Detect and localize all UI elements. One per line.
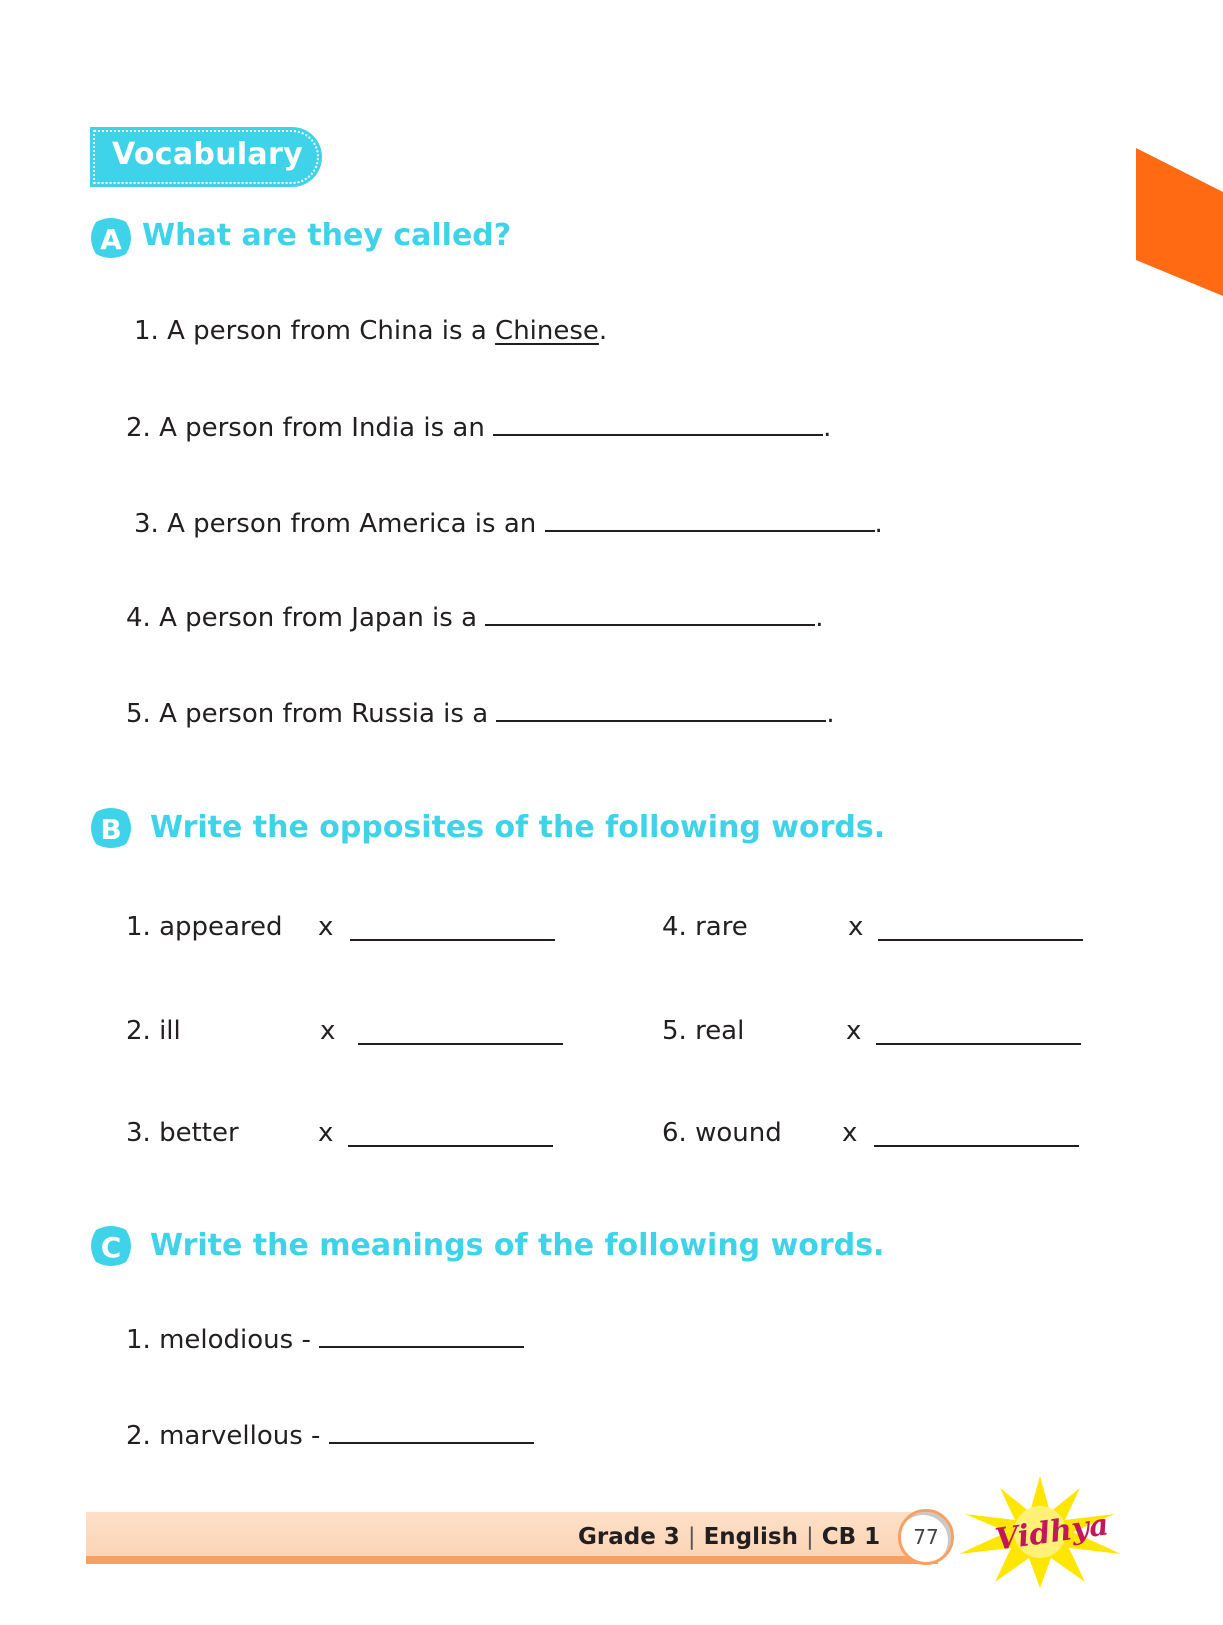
opposite-answer-blank-6[interactable] (874, 1121, 1079, 1147)
page-number-badge (898, 1509, 954, 1565)
opposite-word-4: 4. rare (662, 912, 748, 942)
opposite-answer-blank-5[interactable] (876, 1019, 1081, 1045)
section-a-item-1: 1. A person from China is a Chinese. (134, 316, 608, 346)
section-b-badge-icon (88, 806, 134, 850)
opposite-answer-blank-3[interactable] (348, 1121, 553, 1147)
footer-grade: Grade 3 (578, 1524, 680, 1550)
meaning-item-1: 1. melodious - (126, 1322, 524, 1355)
svg-text:C: C (100, 1231, 122, 1264)
footer-book-info: Grade 3 | English | CB 1 (578, 1524, 881, 1550)
opposite-answer-blank-1[interactable] (350, 915, 555, 941)
meaning-answer-blank-1[interactable] (319, 1322, 524, 1348)
meaning-answer-blank-2[interactable] (329, 1418, 534, 1444)
vocabulary-heading-badge (90, 127, 322, 187)
section-c-title: Write the meanings of the following words. (150, 1228, 885, 1263)
section-a-item-4: 4. A person from Japan is a . (126, 600, 824, 633)
meaning-item-2: 2. marvellous - (126, 1418, 534, 1451)
section-a-item-3: 3. A person from America is an . (134, 506, 883, 539)
opposite-marker: x (846, 1016, 862, 1046)
section-a-badge-icon (88, 216, 134, 260)
answer-chinese: Chinese (495, 316, 599, 346)
answer-blank[interactable] (493, 410, 823, 436)
opposite-word-5: 5. real (662, 1016, 745, 1046)
section-a-title: What are they called? (142, 218, 512, 253)
footer-book: CB 1 (821, 1524, 881, 1550)
section-a-item-2: 2. A person from India is an . (126, 410, 831, 443)
opposite-word-3: 3. better (126, 1118, 239, 1148)
vidhya-logo-text: Vidhya (993, 1507, 1111, 1558)
svg-text:A: A (100, 223, 122, 256)
opposite-marker: x (848, 912, 864, 942)
opposite-marker: x (842, 1118, 858, 1148)
corner-tab-decoration (1136, 148, 1223, 296)
section-c-badge-icon (88, 1224, 134, 1268)
answer-blank[interactable] (485, 600, 815, 626)
opposite-marker: x (320, 1016, 336, 1046)
section-a-item-5: 5. A person from Russia is a . (126, 696, 835, 729)
section-b-title: Write the opposites of the following words. (150, 810, 886, 845)
svg-text:B: B (100, 813, 122, 846)
opposite-word-6: 6. wound (662, 1118, 782, 1148)
opposite-word-1: 1. appeared (126, 912, 283, 942)
opposite-word-2: 2. ill (126, 1016, 181, 1046)
opposite-marker: x (318, 1118, 334, 1148)
opposite-answer-blank-2[interactable] (358, 1019, 563, 1045)
opposite-answer-blank-4[interactable] (878, 915, 1083, 941)
answer-blank[interactable] (545, 506, 875, 532)
footer-subject: English (703, 1524, 798, 1550)
opposite-marker: x (318, 912, 334, 942)
page-number: 77 (913, 1525, 939, 1549)
answer-blank[interactable] (496, 696, 826, 722)
vocabulary-heading: Vocabulary (112, 137, 303, 172)
